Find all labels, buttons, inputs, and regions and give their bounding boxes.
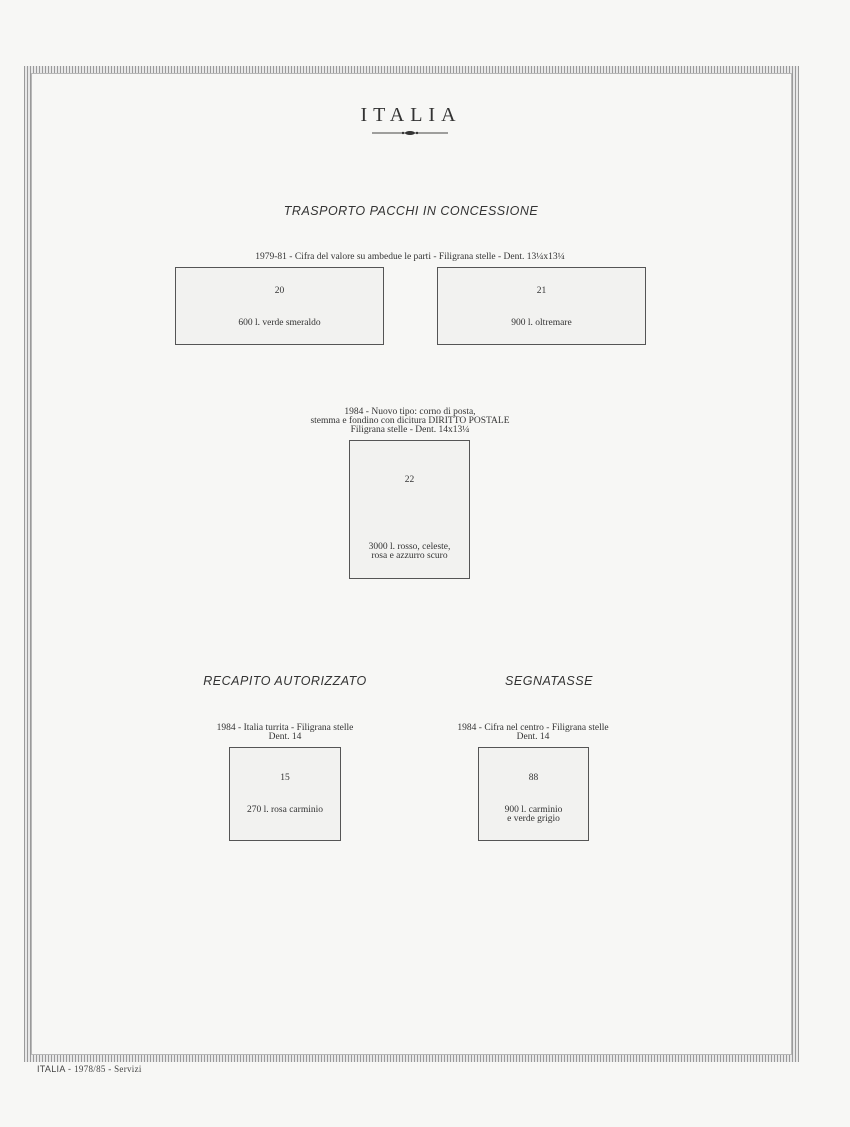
title-ornament — [372, 129, 448, 137]
stamp-description-line1: 900 l. carminio — [504, 805, 563, 815]
footer-separator: - — [67, 1064, 72, 1074]
caption-segnatasse-line1: 1984 - Cifra nel centro - Filigrana stelle — [457, 723, 609, 733]
caption-1984-line1: 1984 - Nuovo tipo: corno di posta, — [344, 407, 476, 417]
stamp-space-15 — [229, 747, 341, 841]
section-heading-trasporto: TRASPORTO PACCHI IN CONCESSIONE — [283, 204, 539, 218]
footer-country: ITALIA — [37, 1064, 66, 1074]
stamp-number: 21 — [536, 286, 547, 296]
caption-1979-81: 1979-81 - Cifra del valore su ambedue le parti - Filigrana stelle - Dent. 13¼x13¼ — [255, 252, 565, 262]
stamp-description: 900 l. oltremare — [511, 318, 572, 328]
stamp-description: 270 l. rosa carminio — [247, 805, 323, 815]
stamp-space-88 — [478, 747, 589, 841]
caption-segnatasse-line2: Dent. 14 — [516, 732, 550, 742]
section-heading-recapito: RECAPITO AUTORIZZATO — [203, 674, 367, 688]
stamp-space-20 — [175, 267, 384, 345]
stamp-number: 22 — [404, 475, 415, 485]
caption-recapito-line1: 1984 - Italia turrita - Filigrana stelle — [216, 723, 354, 733]
footer-details: 1978/85 - Servizi — [74, 1064, 142, 1074]
stamp-space-21 — [437, 267, 646, 345]
caption-recapito-line2: Dent. 14 — [268, 732, 302, 742]
caption-1984-line3: Filigrana stelle - Dent. 14x13¼ — [350, 425, 470, 435]
stamp-description-line2: e verde grigio — [507, 814, 560, 824]
page-footer — [37, 1064, 142, 1074]
stamp-number: 20 — [274, 286, 285, 296]
stamp-number: 15 — [280, 773, 290, 783]
stamp-description-line1: 3000 l. rosso, celeste, — [368, 542, 451, 552]
stamp-number: 88 — [528, 773, 539, 783]
section-heading-segnatasse: SEGNATASSE — [505, 674, 593, 688]
page-title: ITALIA — [360, 104, 462, 126]
stamp-description: 600 l. verde smeraldo — [238, 318, 321, 328]
stamp-space-22 — [349, 440, 470, 579]
stamp-description-line2: rosa e azzurro scuro — [371, 551, 448, 561]
caption-1984-line2: stemma e fondino con dicitura DIRITTO POSTALE — [310, 416, 510, 426]
